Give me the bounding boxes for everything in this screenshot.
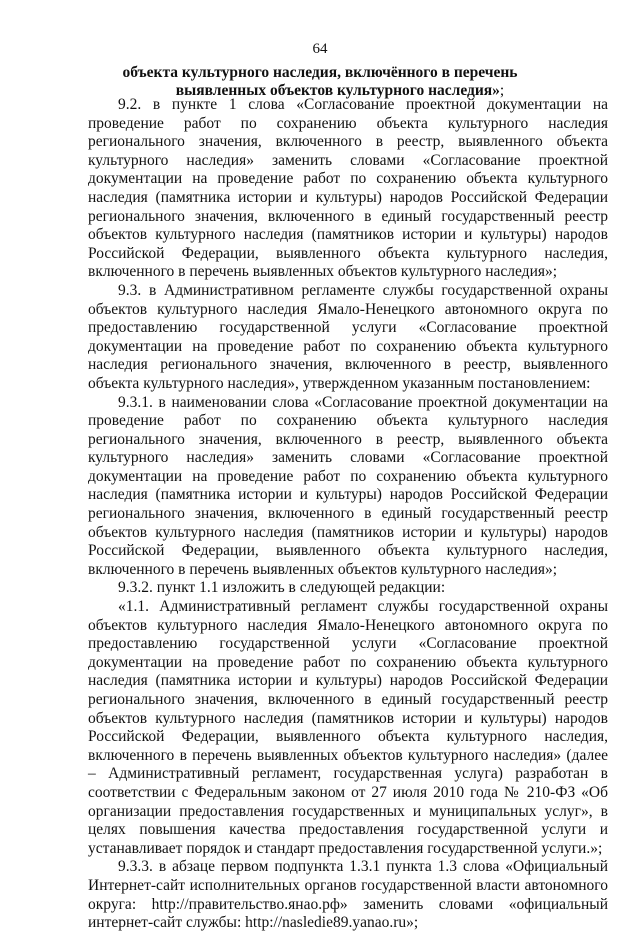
section-heading xyxy=(120,64,520,100)
paragraph-9-2: 9.2. в пункте 1 слова «Согласование проектной документации на проведение работ по сохранению объекта культурного наследия регионального значения, включенного в реестр, выявленного объекта культурного наследия» заменить словами «Согласование проектной документации на проведение работ по сохранению объекта культурного наследия (памятника истории и культуры) народов Российской Федерации регионального значения, включенного в единый государственный реестр объектов культурного наследия (памятников истории и культуры) народов Российской Федерации, выявленного объекта культурного наследия, включенного в перечень выявленных объектов культурного наследия»; xyxy=(88,96,608,281)
heading-line-2-tail: ; xyxy=(499,82,505,99)
heading-line-1: объекта культурного наследия, включённого в перечень xyxy=(122,64,518,81)
document-body xyxy=(88,96,608,933)
heading-line-2-text: выявленных объектов культурного наследия» xyxy=(175,82,500,99)
paragraph-9-3-2: 9.3.2. пункт 1.1 изложить в следующей редакции: xyxy=(118,579,446,597)
page-number: 64 xyxy=(312,41,328,57)
paragraph-1-1-quote: «1.1. Административный регламент службы государственной охраны объектов культурного наследия Ямало-Ненецкого автономного округа по предоставлению государственной услуги «Согласование проектной документации на проведение работ по сохранению объекта культурного наследия (памятника истории и культуры) народов Российской Федерации регионального значения, включенного в единый государственный реестр объектов культурного наследия (памятников истории и культуры) народов Российской Федерации, выявленного объекта культурного наследия, включенного в перечень выявленных объектов культурного наследия» (далее – Административный регламент, государственная услуга) разработан в соответствии с Федеральным законом от 27 июля 2010 года № 210-ФЗ «Об организации предоставления государственных и муниципальных услуг», в целях повышения качества предоставления государственной услуги и устанавливает порядок и стандарт предоставления государственной услуги.»; xyxy=(88,598,608,857)
paragraph-9-3-3: 9.3.3. в абзаце первом подпункта 1.3.1 пункта 1.3 слова «Официальный Интернет-сайт исполнительных органов государственной власти автономного округа: http://правительство.янао.рф» заменить словами «официальный интернет-сайт службы: http://nasledie89.yanao.ru»; xyxy=(88,858,608,932)
paragraph-9-3-1: 9.3.1. в наименовании слова «Согласование проектной документации на проведение работ по сохранению объекта культурного наследия регионального значения, включенного в реестр, выявленного объекта культурного наследия» заменить словами «Согласование проектной документации на проведение работ по сохранению объекта культурного наследия (памятника истории и культуры) народов Российской Федерации регионального значения, включенного в единый государственный реестр объектов культурного наследия (памятников истории и культуры) народов Российской Федерации, выявленного объекта культурного наследия, включенного в перечень выявленных объектов культурного наследия»; xyxy=(88,393,608,578)
paragraph-9-3: 9.3. в Административном регламенте службы государственной охраны объектов культурного наследия Ямало-Ненецкого автономного округа по предоставлению государственной услуги «Согласование проектной документации на проведение работ по сохранению объекта культурного наследия регионального значения, включенного в реестр, выявленного объекта культурного наследия», утвержденном указанным постановлением: xyxy=(88,281,608,392)
